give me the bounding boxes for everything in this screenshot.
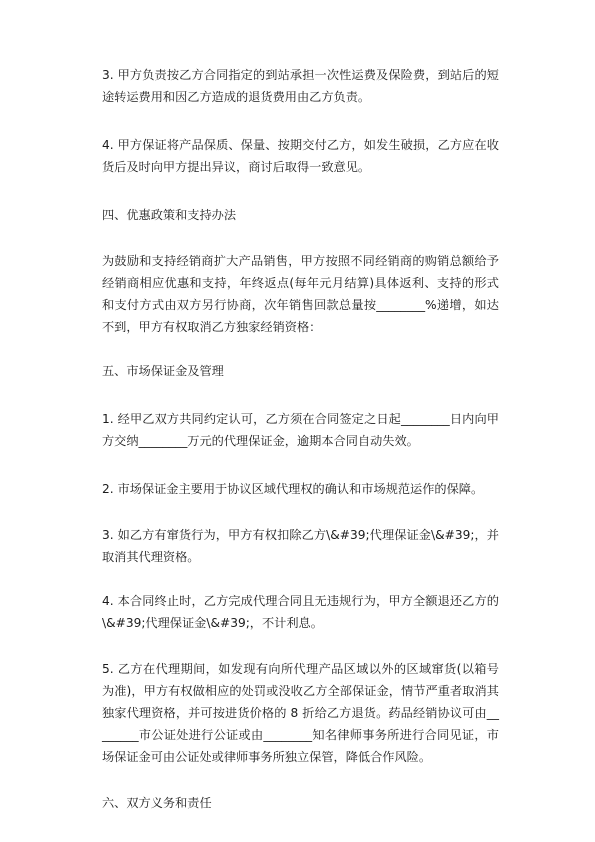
section-5-item-1: 1. 经甲乙双方共同约定认可，乙方须在合同签定之日起________日内向甲方交纳________万元的代理保证金，逾期本合同自动失效。 (102, 412, 499, 448)
clause-4-paragraph: 4. 甲方保证将产品保质、保量、按期交付乙方，如发生破损，乙方应在收货后及时向甲方提出异议，商讨后取得一致意见。 (102, 138, 499, 174)
section-6-heading: 六、双方义务和责任 (102, 796, 212, 810)
document-body (102, 64, 499, 814)
section-5-item-5: 5. 乙方在代理期间，如发现有向所代理产品区域以外的区域窜货(以箱号为准)，甲方有权做相应的处罚或没收乙方全部保证金，情节严重者取消其独家代理资格，并可按进货价格的 8 折给乙方退货。药品经销协议可由________市公证处进行公证或由________知名律师事务所进行合同见证，市场保证金可由公证处或律师事务所独立保管，降低合作风险。 (102, 662, 499, 764)
section-4-body-paragraph: 为鼓励和支持经销商扩大产品销售，甲方按照不同经销商的购销总额给予经销商相应优惠和支持，年终返点(每年元月结算)具体返利、支持的形式和支付方式由双方另行协商，次年销售回款总量按________%递增，如达不到，甲方有权取消乙方独家经销资格： (102, 254, 499, 334)
clause-3-paragraph: 3. 甲方负责按乙方合同指定的到站承担一次性运费及保险费，到站后的短途转运费用和因乙方造成的退货费用由乙方负责。 (102, 68, 499, 104)
section-5-item-2: 2. 市场保证金主要用于协议区域代理权的确认和市场规范运作的保障。 (102, 482, 484, 496)
section-5-heading: 五、市场保证金及管理 (102, 364, 224, 378)
section-4-heading: 四、优惠政策和支持办法 (102, 208, 237, 222)
section-5-item-3: 3. 如乙方有窜货行为，甲方有权扣除乙方\&#39;代理保证金\&#39;，并取消其代理资格。 (102, 528, 499, 564)
section-5-item-4: 4. 本合同终止时，乙方完成代理合同且无违规行为，甲方全额退还乙方的\&#39;代理保证金\&#39;，不计利息。 (102, 594, 499, 630)
